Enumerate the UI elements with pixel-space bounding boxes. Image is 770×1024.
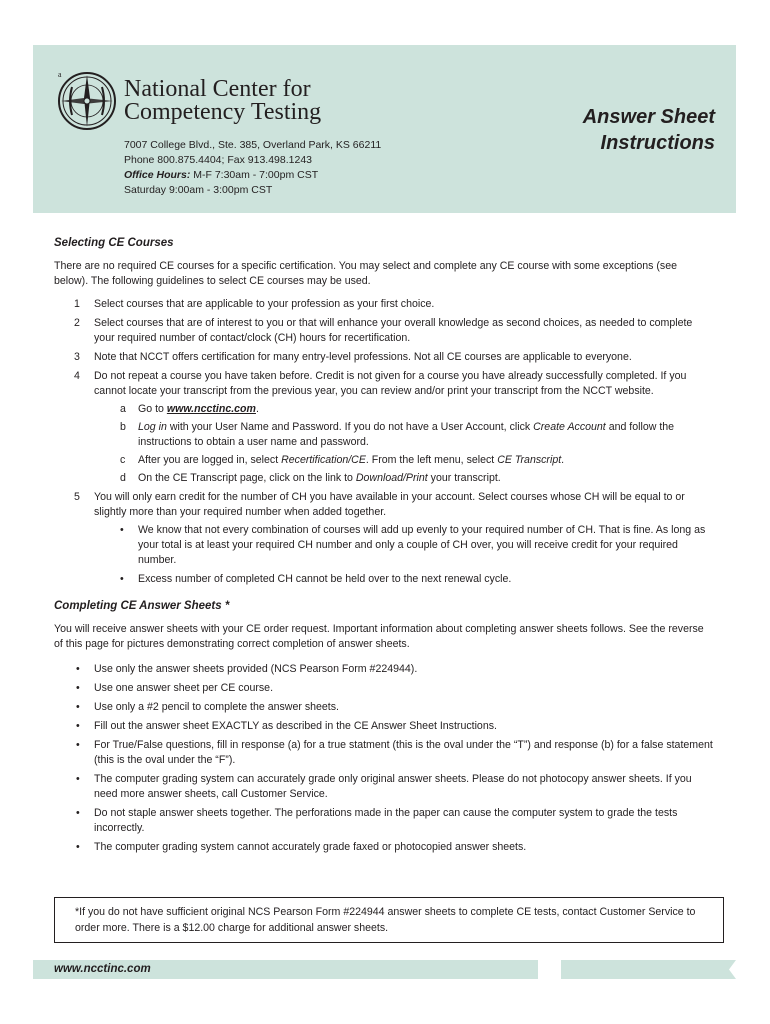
website-link[interactable]: www.ncctinc.com xyxy=(166,403,256,415)
list-item: 2 Select courses that are of interest to you or that will enhance your overall knowledge as second choices, as needed to complete your required number of contact/clock (CH) hours for recertification. xyxy=(74,317,693,344)
footnote-box: *If you do not have sufficient original NCS Pearson Form #224944 answer sheets to complete CE tests, contact Customer Service to order more. There is a $12.00 charge for additional answer sheets. xyxy=(54,897,724,943)
office-hours-weekday: M-F 7:30am - 7:00pm CST xyxy=(190,169,319,181)
list-item: • Use only the answer sheets provided (NCS Pearson Form #224944). xyxy=(54,662,714,677)
list-item: 4 Do not repeat a course you have taken before. Credit is not given for a course you have already successfully completed. If you cannot locate your transcript from the previous year, you can review and/or print your transcript from the NCCT website. a Go to www.ncctinc.com. b Log in with your User Name and Password. If you do not have a User Account, click Create Account and follow the instructions to obtain a user name and password. c After you are logged in, select Recertification/CE. From the left menu, select CE Transcript. d On the CE Transcript page, click on the link to Download/Print your transcript. xyxy=(54,369,714,486)
document-title-line2: Instructions xyxy=(600,132,715,154)
transcript-steps xyxy=(94,402,714,486)
list-item: d On the CE Transcript page, click on the link to Download/Print your transcript. xyxy=(120,472,501,484)
contact-info xyxy=(124,138,381,198)
section-heading-selecting: Selecting CE Courses xyxy=(54,237,174,249)
footer-url[interactable]: www.ncctinc.com xyxy=(54,963,151,975)
office-hours xyxy=(124,168,381,183)
org-name-line2: Competency Testing xyxy=(124,99,322,125)
office-hours-label: Office Hours: xyxy=(124,169,191,181)
org-name-line1: National Center for xyxy=(124,76,311,102)
footer-tab xyxy=(561,960,736,979)
phone-fax: Phone 800.875.4404; Fax 913.498.1243 xyxy=(124,154,312,166)
list-item: • The computer grading system cannot accurately grade faxed or photocopied answer sheets. xyxy=(54,840,714,855)
guidelines-list xyxy=(54,297,714,587)
address: 7007 College Blvd., Ste. 385, Overland Park, KS 66211 xyxy=(124,139,382,151)
svg-text:a: a xyxy=(58,70,62,79)
section-intro: You will receive answer sheets with your CE order request. Important information about completing answer sheets follows. See the reverse of this page for pictures demonstrating correct completion of answer sheets. xyxy=(54,623,704,650)
credit-notes xyxy=(94,523,714,587)
list-item: • Fill out the answer sheet EXACTLY as described in the CE Answer Sheet Instructions. xyxy=(54,719,714,734)
list-item: c After you are logged in, select Recertification/CE. From the left menu, select CE Transcript. xyxy=(120,454,565,466)
list-item: a Go to www.ncctinc.com. xyxy=(120,403,259,415)
list-item: 1 Select courses that are applicable to your profession as your first choice. xyxy=(74,298,435,310)
list-item: b Log in with your User Name and Password. If you do not have a User Account, click Create Account and follow the instructions to obtain a user name and password. xyxy=(120,421,675,448)
section-intro: There are no required CE courses for a specific certification. You may select and complete any CE course with some exceptions (see below). The following guidelines to select CE courses may be used. xyxy=(54,260,677,287)
list-item: 3 Note that NCCT offers certification for many entry-level professions. Not all CE courses are applicable to everyone. xyxy=(74,351,632,363)
list-item: • For True/False questions, fill in response (a) for a true statment (this is the oval under the “T”) and response (b) for a false statement (this is the oval under the “F”). xyxy=(54,738,714,768)
document-title-line1: Answer Sheet xyxy=(582,106,715,128)
list-item: • The computer grading system can accurately grade only original answer sheets. Please do not photocopy answer sheets. If you need more answer sheets, call Customer Service. xyxy=(54,772,714,802)
section-heading-completing: Completing CE Answer Sheets * xyxy=(54,600,230,612)
org-name xyxy=(124,78,321,124)
list-item: 5 You will only earn credit for the number of CH you have available in your account. Select courses whose CH will be equal to or slightly more than your required number when added together. • We know that not every combination of courses will add up evenly to your required number of CH. That is fine. As long as your total is at least your required CH number and only a couple of CH over, you will receive credit for your required number. • Excess number of completed CH cannot be held over to the next renewal cycle. xyxy=(54,490,714,587)
list-item: • Use only a #2 pencil to complete the answer sheets. xyxy=(54,700,714,715)
list-item: • We know that not every combination of courses will add up evenly to your required number of CH. That is fine. As long as your total is at least your required CH number and only a couple of CH over, you will receive credit for your required number. xyxy=(94,523,714,568)
list-item: • Excess number of completed CH cannot be held over to the next renewal cycle. xyxy=(94,572,714,587)
document-title xyxy=(583,104,715,156)
list-item: • Do not staple answer sheets together. The perforations made in the paper can cause the computer system to grade the tests incorrectly. xyxy=(54,806,714,836)
answer-sheet-rules xyxy=(54,662,714,855)
list-item: • Use one answer sheet per CE course. xyxy=(54,681,714,696)
office-hours-saturday: Saturday 9:00am - 3:00pm CST xyxy=(124,184,273,196)
ncct-compass-logo-icon xyxy=(54,67,120,133)
main-content xyxy=(54,236,714,859)
